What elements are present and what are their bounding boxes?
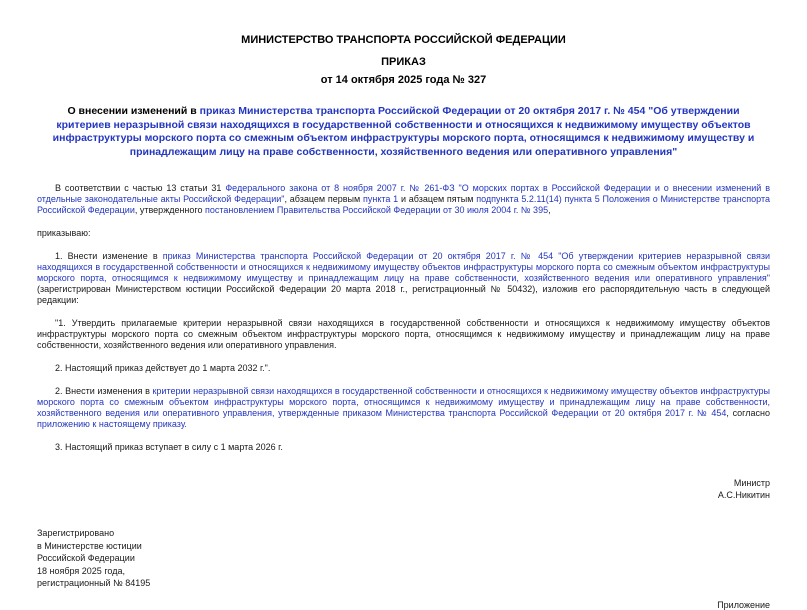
link-text[interactable]: Федерального закона от 8 ноября 2007 г. № 261-ФЗ "О морских портах в Российской Федерации и о внесении изменений в отдельные законодательные акты Российской Федерации": [37, 183, 770, 204]
document-type: ПРИКАЗ: [381, 56, 426, 68]
quoted-item-1-paragraph: [37, 318, 770, 351]
registration-line: 18 ноября 2025 года,: [37, 565, 125, 576]
link-text[interactable]: постановлением Правительства Российской Федерации от 30 июля 2004 г. № 395: [205, 205, 549, 215]
link-text[interactable]: приказ Министерства транспорта Российской Федерации от 20 октября 2017 г. № 454 "Об утверждении критериев неразрывной связи находящихся в государственной собственности и относящихся к недвижимому имуществу объектов инфраструктуры морского порта со смежным объектом инфраструктуры морского порта, относящимся к недвижимому имуществу и принадлежащим лицу на праве собственности, хозяйственного ведения или оперативного управления": [37, 251, 770, 283]
registration-line: регистрационный № 84195: [37, 578, 151, 588]
text-segment: , утвержденного: [134, 205, 206, 215]
link-text[interactable]: критерии неразрывной связи находящихся в государственной собственности и относящихся к недвижимому имуществу объектов инфраструктуры морского порта со смежным объектом инфраструктуры морского порта, относящимся к недвижимому имуществу и принадлежащим лицу на праве собственности, хозяйственного ведения или оперативного управления, утвержденные приказом Министерства транспорта Российской Федерации от 20 октября 2017 г. № 454: [37, 386, 770, 418]
text-segment: 3. Настоящий приказ вступает в силу с 1 марта 2026 г.: [55, 442, 283, 452]
text-segment: В соответствии с частью 13 статьи 31: [55, 183, 226, 193]
text-segment: 2. Настоящий приказ действует до 1 марта 2032 г.".: [55, 363, 271, 373]
preamble-paragraph: [37, 183, 770, 216]
text-segment: ,: [548, 205, 551, 215]
enacting-clause: [37, 228, 770, 239]
text-segment: и абзацем пятым: [398, 194, 477, 204]
text-segment: , согласно: [726, 408, 770, 418]
minister-name: А.С.Никитин: [717, 490, 770, 500]
registration-block: [37, 527, 770, 590]
text-segment: 2. Внести изменения в: [55, 386, 153, 396]
minister-title: Министр: [733, 478, 770, 488]
item-2-paragraph: [37, 386, 770, 430]
registration-line: Российской Федерации: [37, 553, 135, 563]
signature-block: [37, 477, 770, 501]
document-body: [37, 183, 770, 453]
text-segment: приказываю:: [37, 228, 91, 238]
registration-line: Зарегистрировано: [37, 528, 115, 538]
link-text[interactable]: приложению к настоящему приказу.: [37, 419, 187, 429]
text-segment: "1. Утвердить прилагаемые критерии неразрывной связи находящихся в государственной собственности и относящихся к недвижимому имуществу объектов инфраструктуры морского порта со смежным объектом инфраструктуры морского порта, относящимся к недвижимому имуществу и принадлежащим лицу на праве собственности, хозяйственного ведения или оперативного управления.: [37, 318, 770, 350]
link-text[interactable]: подпункта 5.2.11(14) пункта 5 Положения о Министерстве транспорта Российской Федерации: [37, 194, 770, 215]
ministry-name: МИНИСТЕРСТВО ТРАНСПОРТА РОССИЙСКОЙ ФЕДЕРАЦИИ: [241, 34, 566, 46]
text-segment: О внесении изменений в: [67, 105, 200, 117]
document-title: [45, 105, 762, 159]
document-date-number: от 14 октября 2025 года № 327: [320, 74, 487, 86]
item-3-paragraph: [37, 442, 770, 453]
quoted-item-2-paragraph: [37, 363, 770, 374]
link-text[interactable]: приказ Министерства транспорта Российской Федерации от 20 октября 2017 г. № 454 "Об утверждении критериев неразрывной связи находящихся в государственной собственности и относящихся к недвижимому имуществу объектов инфраструктуры морского порта со смежным объектом инфраструктуры морского порта, относящимся к недвижимому имуществу и принадлежащим лицу на праве собственности, хозяйственного ведения или оперативного управления": [52, 105, 755, 158]
text-segment: (зарегистрирован Министерством юстиции Российской Федерации 20 марта 2018 г., регистрационный № 50432), изложив его распорядительную часть в следующей редакции:: [37, 284, 770, 305]
registration-line: в Министерстве юстиции: [37, 540, 142, 551]
text-segment: , абзацем первым: [284, 194, 363, 204]
appendix-label: Приложение: [717, 599, 770, 610]
text-segment: 1. Внести изменение в: [55, 251, 163, 261]
item-1-paragraph: [37, 251, 770, 306]
link-text[interactable]: пункта 1: [362, 194, 399, 204]
